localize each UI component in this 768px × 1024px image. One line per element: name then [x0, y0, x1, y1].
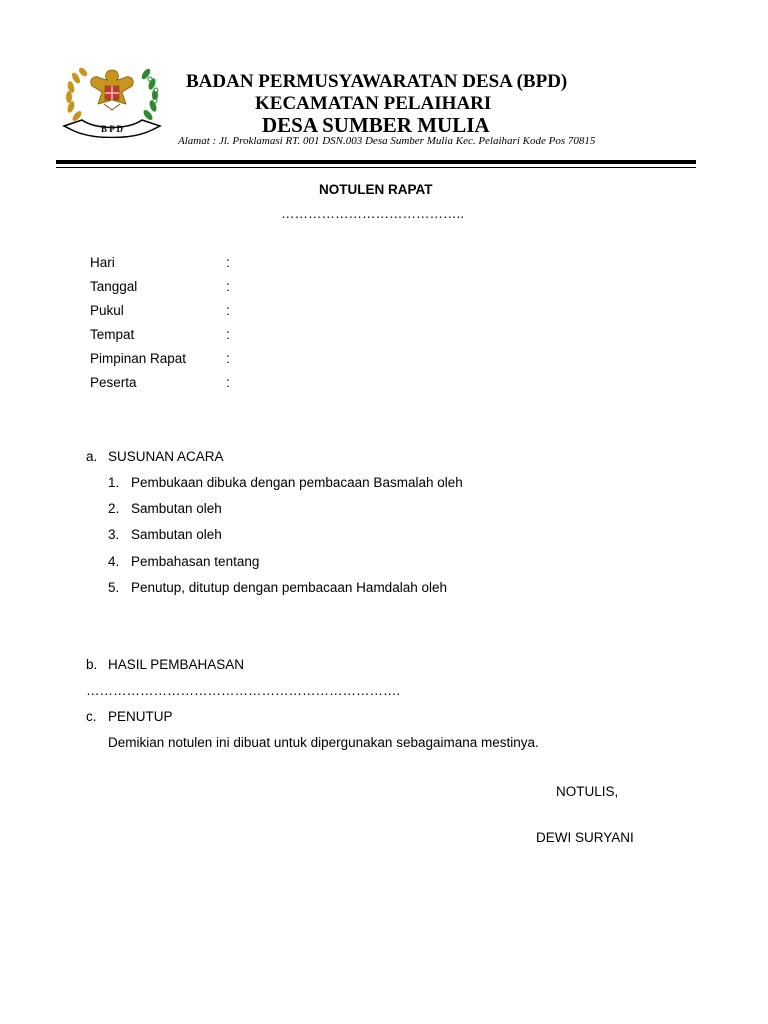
field-label-pukul: Pukul: [90, 303, 124, 318]
signature-name: DEWI SURYANI: [536, 830, 634, 845]
section-b-dots: …………………………………………………………….: [86, 683, 401, 698]
section-c-marker: c.: [86, 709, 97, 724]
org-name-line1: BADAN PERMUSYAWARATAN DESA (BPD): [186, 71, 568, 92]
agenda-item-text: Sambutan oleh: [131, 527, 222, 542]
field-colon: :: [226, 327, 230, 342]
agenda-item-text: Pembahasan tentang: [131, 554, 260, 569]
section-a-marker: a.: [86, 449, 98, 464]
agenda-item-text: Sambutan oleh: [131, 501, 222, 516]
svg-text:B P D: B P D: [100, 124, 124, 134]
org-address: Alamat : Jl. Proklamasi RT. 001 DSN.003 Desa Sumber Mulia Kec. Pelaihari Kode Pos 70815: [178, 135, 596, 147]
org-name-line2: KECAMATAN PELAIHARI: [255, 93, 492, 114]
org-name-line3: DESA SUMBER MULIA: [262, 113, 490, 137]
field-colon: :: [226, 375, 230, 390]
field-label-hari: Hari: [90, 255, 115, 270]
agenda-item-number: 1.: [108, 475, 120, 490]
agenda-item-text: Pembukaan dibuka dengan pembacaan Basmalah oleh: [131, 475, 463, 490]
section-a-heading: SUSUNAN ACARA: [108, 449, 224, 464]
bpd-logo: [60, 60, 168, 138]
agenda-item-number: 5.: [108, 580, 120, 595]
header-rule-thin: [56, 167, 696, 168]
section-b-marker: b.: [86, 657, 98, 672]
section-b-heading: HASIL PEMBAHASAN: [108, 657, 245, 672]
document-title: NOTULEN RAPAT: [319, 182, 433, 197]
field-label-pimpinan-rapat: Pimpinan Rapat: [90, 351, 187, 366]
title-dots: …………………………………..: [281, 206, 465, 221]
agenda-item-number: 2.: [108, 501, 120, 516]
section-c-heading: PENUTUP: [108, 709, 173, 724]
signature-role: NOTULIS,: [556, 784, 619, 799]
agenda-item-text: Penutup, ditutup dengan pembacaan Hamdalah oleh: [131, 580, 447, 595]
field-colon: :: [226, 351, 230, 366]
agenda-item-number: 4.: [108, 554, 120, 569]
field-label-tempat: Tempat: [90, 327, 135, 342]
field-colon: :: [226, 303, 230, 318]
header-rule-thick: [56, 160, 696, 164]
closing-statement: Demikian notulen ini dibuat untuk dipergunakan sebagaimana mestinya.: [108, 735, 539, 750]
field-colon: :: [226, 279, 230, 294]
field-label-peserta: Peserta: [90, 375, 137, 390]
field-label-tanggal: Tanggal: [90, 279, 138, 294]
agenda-item-number: 3.: [108, 527, 120, 542]
field-colon: :: [226, 255, 230, 270]
